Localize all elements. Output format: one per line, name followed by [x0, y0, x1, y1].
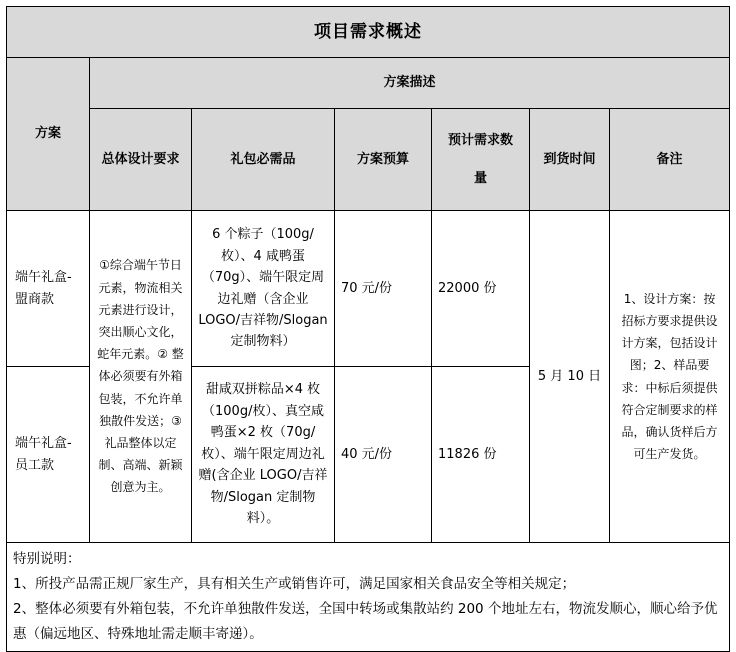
plan-name: 端午礼盒-盟商款	[7, 211, 90, 367]
header-remarks: 备注	[610, 109, 730, 211]
requirements-document	[6, 6, 729, 645]
plan-budget: 40 元/份	[335, 367, 432, 543]
plan-quantity: 11826 份	[432, 367, 530, 543]
required-items: 6 个粽子（100g/枚）、4 咸鸭蛋（70g）、端午限定周边礼赠（含企业 LOGO/吉祥物/Slogan 定制物料）	[192, 211, 335, 367]
header-design: 总体设计要求	[90, 109, 192, 211]
notes-line-2: 2、整体必须要有外箱包装，不允许单独散件发送，全国中转场或集散站约 200 个地址左右，物流发顺心，顺心给予优惠（偏远地区、特殊地址需走顺丰寄递）。	[13, 601, 718, 642]
requirements-table	[6, 6, 730, 652]
notes-heading: 特别说明：	[13, 551, 81, 567]
table-title: 项目需求概述	[7, 7, 730, 58]
required-items: 甜咸双拼粽品×4 枚（100g/枚）、真空咸鸭蛋×2 枚（70g/枚）、端午限定周边礼赠(含企业 LOGO/吉祥物/Slogan 定制物料）。	[192, 367, 335, 543]
header-delivery: 到货时间	[530, 109, 610, 211]
header-plan: 方案	[7, 58, 90, 211]
remarks-text: 1、设计方案：按招标方要求提供设计方案，包括设计图；2、样品要求：中标后须提供符合定制要求的样品，确认货样后方可生产发货。	[610, 211, 730, 543]
plan-quantity: 22000 份	[432, 211, 530, 367]
table-row	[7, 211, 730, 367]
special-notes	[7, 543, 730, 652]
plan-budget: 70 元/份	[335, 211, 432, 367]
header-quantity: 预计需求数量	[432, 109, 530, 211]
notes-line-1: 1、所投产品需正规厂家生产，具有相关生产或销售许可，满足国家相关食品安全等相关规定；	[13, 576, 576, 592]
delivery-date: 5 月 10 日	[530, 211, 610, 543]
design-requirements: ①综合端午节日元素，物流相关元素进行设计，突出顺心文化，蛇年元素。② 整体必须要有外箱包装，不允许单独散件发送；③ 礼品整体以定制、高端、新颖创意为主。	[90, 211, 192, 543]
header-budget: 方案预算	[335, 109, 432, 211]
plan-name: 端午礼盒-员工款	[7, 367, 90, 543]
header-plan-desc: 方案描述	[90, 58, 730, 109]
header-items: 礼包必需品	[192, 109, 335, 211]
